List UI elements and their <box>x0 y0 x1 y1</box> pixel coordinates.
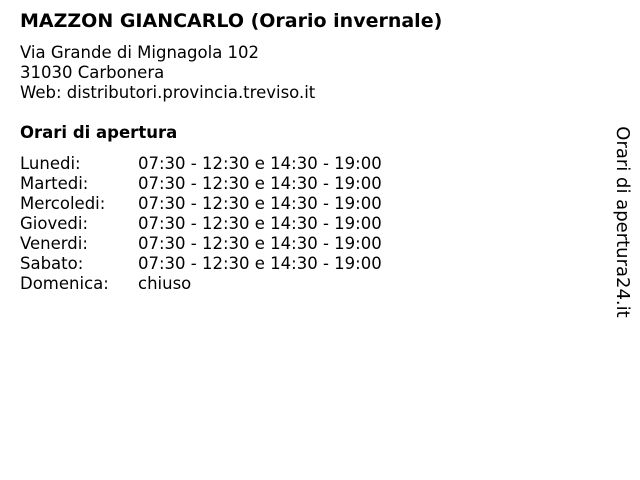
street-address: Via Grande di Mignagola 102 <box>20 43 260 62</box>
day-label: Venerdi: <box>20 234 88 253</box>
page-title: MAZZON GIANCARLO (Orario invernale) <box>20 10 443 32</box>
hours-row-friday <box>20 234 382 254</box>
hours-row-wednesday <box>20 194 382 214</box>
opening-hours-heading: Orari di apertura <box>20 123 178 142</box>
day-hours: 07:30 - 12:30 e 14:30 - 19:00 <box>138 194 382 213</box>
day-label: Domenica: <box>20 274 109 293</box>
address-block <box>20 43 315 103</box>
day-hours: 07:30 - 12:30 e 14:30 - 19:00 <box>138 214 382 233</box>
hours-row-sunday <box>20 274 382 294</box>
day-label: Martedi: <box>20 174 89 193</box>
hours-row-saturday <box>20 254 382 274</box>
day-hours: 07:30 - 12:30 e 14:30 - 19:00 <box>138 234 382 253</box>
day-label: Lunedi: <box>20 154 81 173</box>
day-label: Sabato: <box>20 254 84 273</box>
day-hours: chiuso <box>138 274 192 293</box>
day-hours: 07:30 - 12:30 e 14:30 - 19:00 <box>138 174 382 193</box>
day-hours: 07:30 - 12:30 e 14:30 - 19:00 <box>138 254 382 273</box>
hours-row-tuesday <box>20 174 382 194</box>
city-line: 31030 Carbonera <box>20 63 165 82</box>
site-watermark: Orari di apertura24.it <box>612 126 633 318</box>
day-label: Giovedi: <box>20 214 88 233</box>
hours-row-thursday <box>20 214 382 234</box>
day-label: Mercoledi: <box>20 194 106 213</box>
hours-row-monday <box>20 154 382 174</box>
website-line[interactable]: Web: distributori.provincia.treviso.it <box>20 83 316 102</box>
day-hours: 07:30 - 12:30 e 14:30 - 19:00 <box>138 154 382 173</box>
opening-hours-table <box>20 154 382 294</box>
